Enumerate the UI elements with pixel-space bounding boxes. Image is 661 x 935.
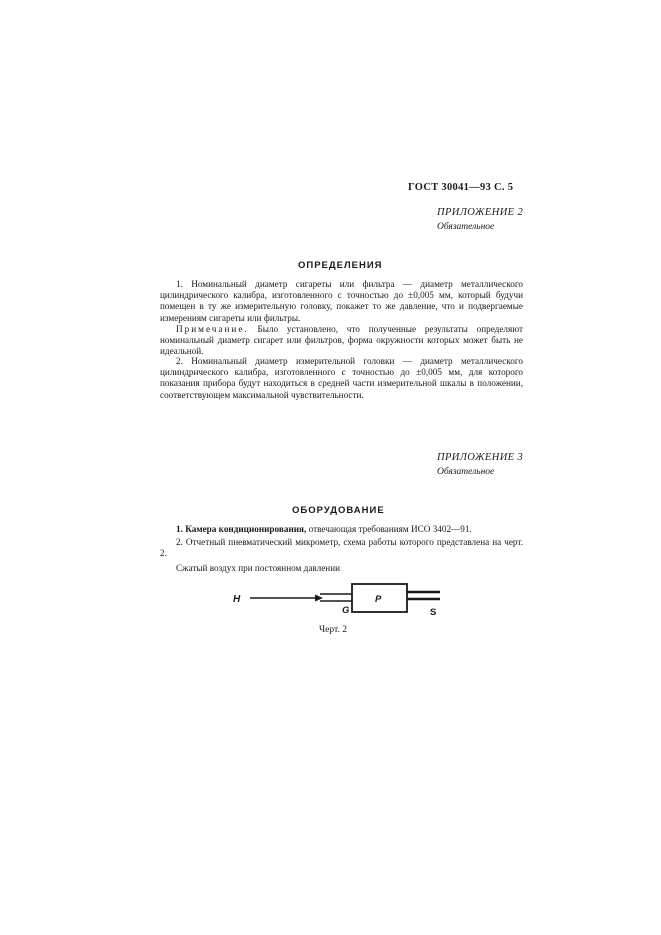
label-s: S [430, 607, 437, 618]
appendix-2-title: ПРИЛОЖЕНИЕ 2 [437, 207, 524, 218]
appendix-3-title: ПРИЛОЖЕНИЕ 3 [437, 452, 524, 463]
pneumatic-micrometer-diagram [225, 578, 455, 625]
definitions-heading: ОПРЕДЕЛЕНИЯ [298, 260, 383, 271]
equipment-paragraph-2: 2. Отчетный пневматический микрометр, схема работы которого представлена на черт. 2. [160, 537, 523, 559]
document-header: ГОСТ 30041—93 С. 5 [408, 182, 514, 193]
appendix-3-status: Обязательное [437, 467, 495, 477]
definition-paragraph-1: 1. Номинальный диаметр сигареты или фильтра — диаметр металлического цилиндрического калибра, изготовленного с точностью до ±0,005 мм, который будучи помещен в ту же измерительную головку, покажет то же давление, что и подвергаемые измерениям сигареты или фильтры. [160, 279, 523, 323]
equipment-heading: ОБОРУДОВАНИЕ [292, 505, 385, 516]
diagram-svg [225, 578, 455, 620]
equipment-item-name: 1. Камера кондиционирования, [176, 524, 307, 534]
label-h: H [233, 594, 241, 605]
label-g: G [342, 605, 350, 616]
definition-note [160, 324, 523, 358]
equipment-paragraph-3: Сжатый воздух при постоянном давлении [176, 563, 341, 573]
equipment-item-rest: отвечающая требованиям ИСО 3402—91. [306, 524, 472, 534]
note-text: Было установлено, что полученные результаты определяют номинальный диаметр сигарет или фильтров, форма окружности которых может быть не идеальной. [160, 324, 523, 357]
note-label: Примечание. [176, 324, 249, 334]
diagram-caption: Черт. 2 [319, 625, 347, 635]
definition-paragraph-2: 2. Номинальный диаметр измерительной головки — диаметр металлического цилиндрического калибра, изготовленного с точностью до ±0,005 мм, для которого показания прибора будут находиться в средней части измерительной шкалы в положении, соответствующем максимальной чувствительности. [160, 356, 523, 400]
label-p: P [375, 594, 382, 605]
equipment-paragraph-1 [160, 524, 523, 535]
appendix-2-status: Обязательное [437, 222, 495, 232]
